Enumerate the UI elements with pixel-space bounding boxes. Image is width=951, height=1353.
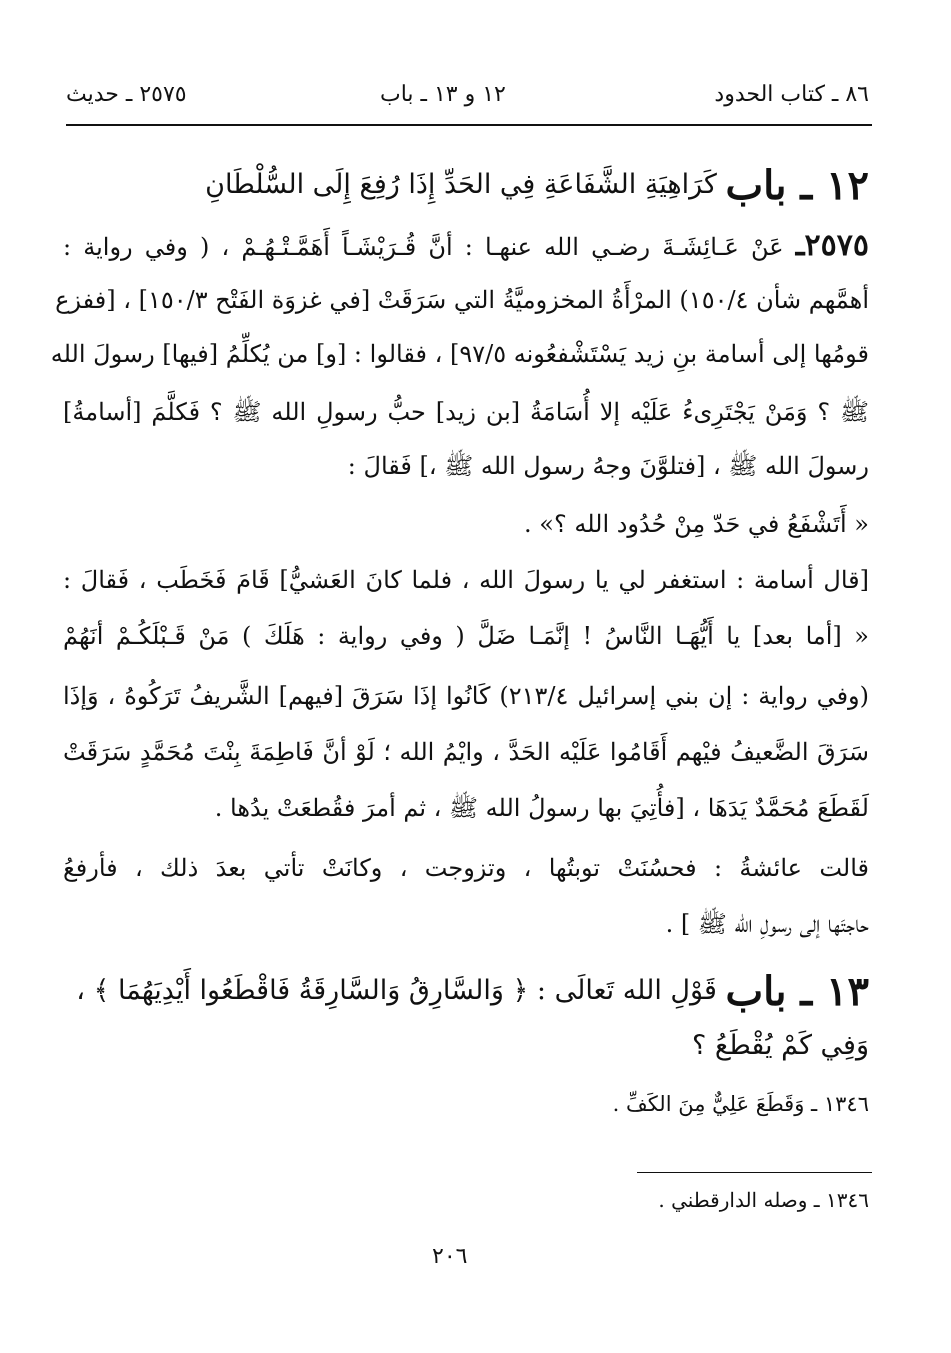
footnote-rule <box>637 1172 872 1173</box>
hadith-number: ٢٥٧٥ـ <box>795 228 869 263</box>
bab-13-title-continued: وَفِي كَمْ يُقْطَعُ ؟ <box>691 1030 869 1061</box>
header-rule <box>66 124 872 126</box>
hadith-line <box>63 228 869 264</box>
hadith-line: [قال أسامة : استغفر لي يا رسولَ الله ، فلما كانَ العَشيُّ] قَامَ فَخَطَب ، فَقالَ : <box>63 566 869 594</box>
hadith-line: ﷺ ؟ وَمَنْ يَجْتَرِىءُ عَلَيْه إلا أُسَامَةُ [بن زيد] حبُّ رسولِ الله ﷺ ؟ فَكلَّمَ [أسامةُ] <box>63 398 869 426</box>
page-number: ٢٠٦ <box>432 1244 468 1269</box>
bab-13-heading <box>63 968 869 1016</box>
hadith-line: حاجتَها إلى رسولِ الله ﷺ ] . <box>665 910 869 938</box>
bab-12-title: كَرَاهِيَةِ الشَّفَاعَةِ فِي الحَدِّ إِذَا رُفِعَ إِلَى السُّلْطَانِ <box>205 169 717 200</box>
footnote-1346: ١٣٤٦ ـ وصله الدارقطني . <box>658 1188 869 1212</box>
bab-12-number: ١٢ ـ باب <box>725 162 869 209</box>
running-header-hadith: ٢٥٧٥ ـ حديث <box>66 82 187 107</box>
hadith-line: قالت عائشةُ : فحسُنَتْ توبتُها ، وتزوجت ، وكانَتْ تأتي بعدَ ذلك ، فأرفعُ <box>63 854 869 882</box>
hadith-line: أهمَّهم شأن ١٥٠/٤) المرْأَةُ المخزوميَّةُ التي سَرَقَتْ [في غزوَة الفَتْح ١٥٠/٣] ، [ففزع <box>55 286 869 314</box>
hadith-text: عَنْ عَـائِشَـةَ رضـي الله عنهـا : أنَّ قُـرَيْشَـاً أَهَمَّـتْـهُـمْ ، ( وفي رواية : <box>63 233 784 261</box>
bab-12-heading <box>63 162 869 210</box>
hadith-line: قومُها إلى أسامة بنِ زيد يَسْتَشْفعُونه ٩٧/٥] ، فقالوا : [و] من يُكلِّمُ [فيها] رسولَ الله <box>50 340 869 368</box>
hadith-line: سَرَقَ الضَّعيفُ فيْهم أَقَامُوا عَلَيْه الحَدَّ ، وايْمُ الله ؛ لَوْ أنَّ فَاطِمَةَ بِنْتَ مُحَمَّدٍ سَرَقَتْ <box>63 738 869 766</box>
hadith-line: رسولَ الله ﷺ ، [فتلوَّنَ وجهُ رسول الله ﷺ ،] فَقالَ : <box>347 452 869 480</box>
hadith-line: (وفي رواية : إن بني إسرائيل ٢١٣/٤) كَانُوا إذَا سَرَقَ [فيهم] الشَّريفُ تَرَكُوهُ ، وَإذَا <box>63 682 870 710</box>
hadith-line: لَقَطَعَ مُحَمَّدٌ يَدَهَا ، [فأُتِيَ بها رسولُ الله ﷺ ، ثم أمرَ فقُطعَتْ يدُها . <box>214 794 869 822</box>
mualaq-1346: ١٣٤٦ ـ وَقَطَعَ عَلِيٌّ مِنَ الكَفِّ . <box>612 1092 869 1116</box>
bab-13-title: قَوْلِ الله تَعالَى : ﴿ وَالسَّارِقُ وَالسَّارِقَةُ فَاقْطَعُوا أَيْدِيَهُمَا ﴾ ، <box>76 975 717 1006</box>
running-header-book: ٨٦ ـ كتاب الحدود <box>714 82 869 107</box>
hadith-line: « [أما بعد] يا أَيُّهَـا النَّاسُ ! إنَّمَـا ضَلَّ ( وفي رواية : هَلَكَ ) مَنْ قَـبْلَكُـمْ أنَهُمْ <box>63 622 869 650</box>
running-header-chapter: ١٢ و ١٣ ـ باب <box>380 82 506 107</box>
hadith-line: « أَتَشْفَعُ في حَدّ مِنْ حُدُود الله ؟» . <box>524 510 869 538</box>
bab-13-number: ١٣ ـ باب <box>725 968 869 1015</box>
